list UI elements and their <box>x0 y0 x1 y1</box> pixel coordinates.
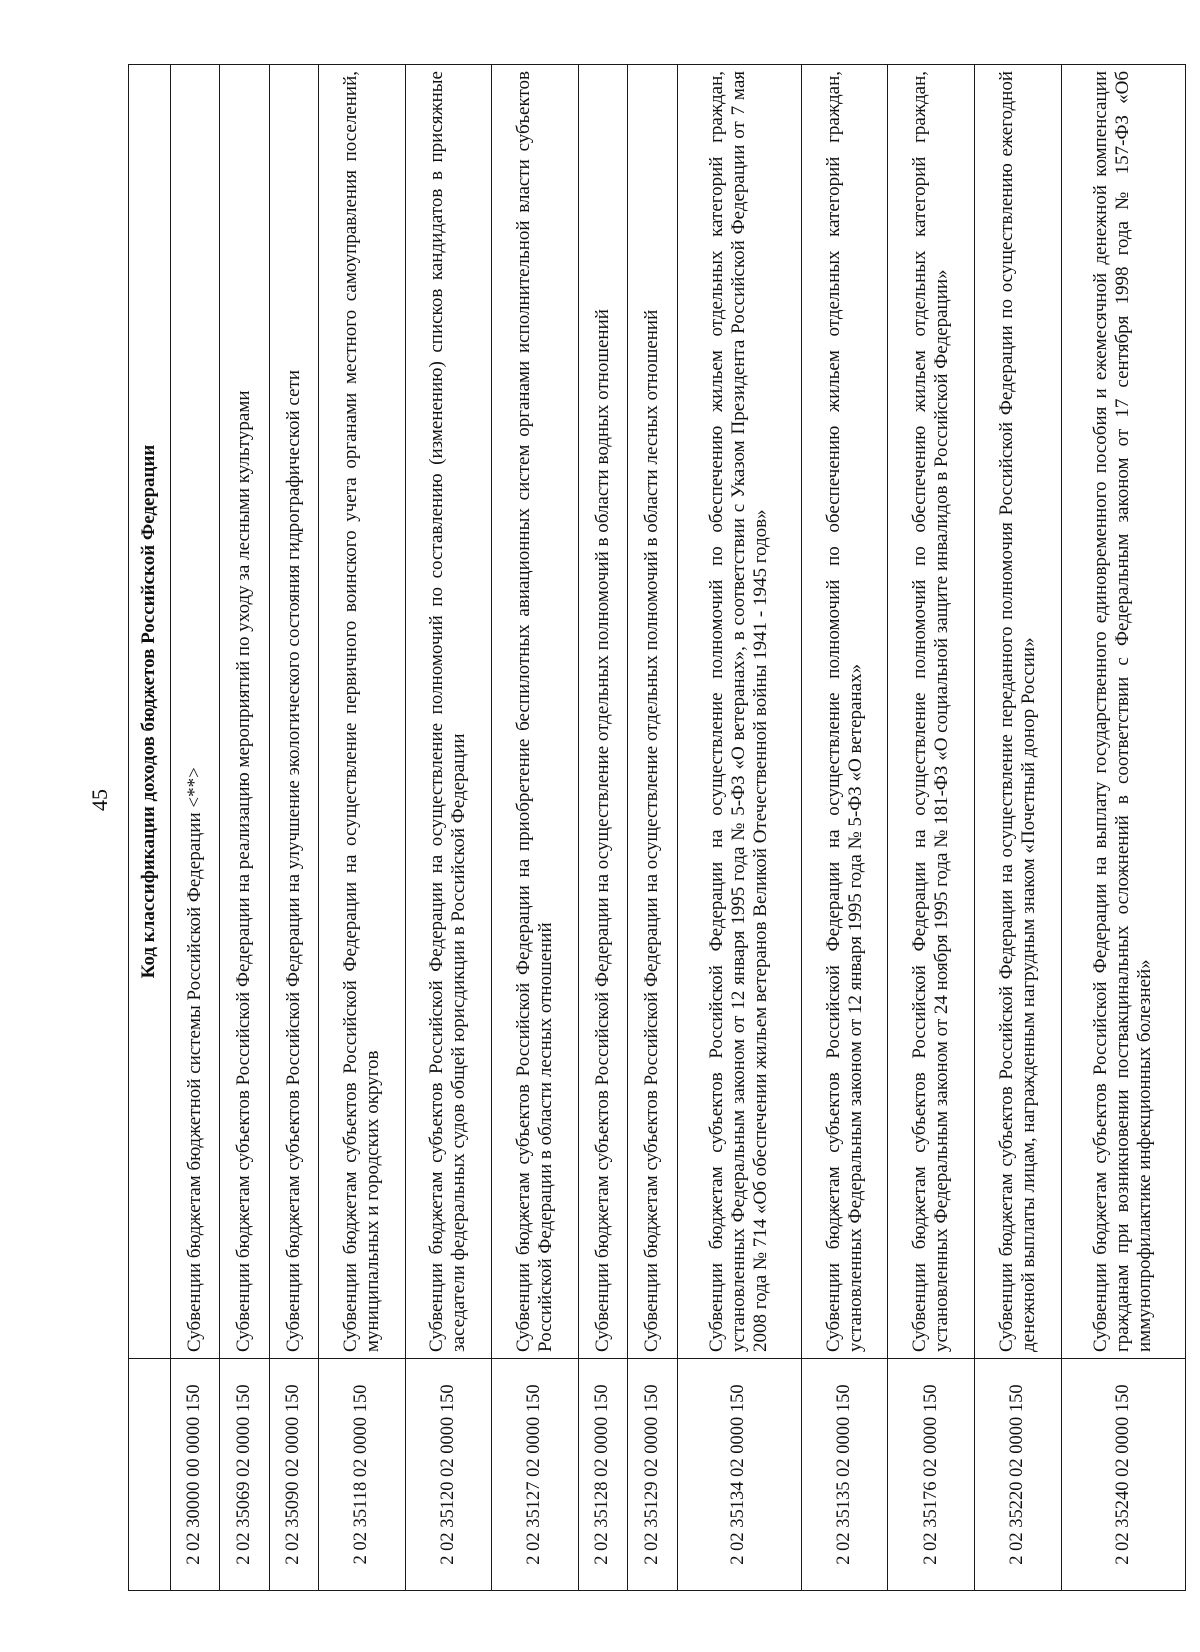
row-description: Субвенции бюджетам субъектов Российской Федерации на выплату государственного единовременного пособия и ежемесячной денежной компенсации гражданам при возникновении поствакцинальных осложнений в соответствии с Федеральным законом от 17 сентября 1998 года № 157-ФЗ «Об иммунопрофилактике инфекционных болезней» <box>1061 65 1185 1359</box>
header-name-cell: Код классификации доходов бюджетов Российской Федерации <box>129 65 171 1359</box>
row-code: 2 02 35090 02 0000 150 <box>269 1359 318 1591</box>
table-row <box>1061 65 1185 1591</box>
table-row <box>220 65 269 1591</box>
row-description: Субвенции бюджетам субъектов Российской Федерации на приобретение беспилотных авиационных систем органами исполнительной власти субъектов Российской Федерации в области лесных отношений <box>492 65 579 1359</box>
table-row <box>975 65 1062 1591</box>
budget-classification-table <box>128 64 1186 1591</box>
header-code-cell <box>129 1359 171 1591</box>
row-code: 2 02 35129 02 0000 150 <box>628 1359 677 1591</box>
row-code: 2 02 35120 02 0000 150 <box>405 1359 492 1591</box>
table-row <box>492 65 579 1591</box>
table-row <box>801 65 888 1591</box>
row-description: Субвенции бюджетам бюджетной системы Российской Федерации <**> <box>171 65 220 1359</box>
row-description: Субвенции бюджетам субъектов Российской Федерации на осуществление первичного воинского учета органами местного самоуправления поселений, муниципальных и городских округов <box>318 65 405 1359</box>
row-code: 2 02 35069 02 0000 150 <box>220 1359 269 1591</box>
table-row <box>318 65 405 1591</box>
row-description: Субвенции бюджетам субъектов Российской Федерации на осуществление полномочий по обеспечению жильем отдельных категорий граждан, установленных Федеральным законом от 24 ноября 1995 года № 181-ФЗ «О социальной защите инвалидов в Российской Федерации» <box>888 65 975 1359</box>
row-description: Субвенции бюджетам субъектов Российской Федерации на реализацию мероприятий по уходу за лесными культурами <box>220 65 269 1359</box>
row-description: Субвенции бюджетам субъектов Российской Федерации на осуществление полномочий по обеспечению жильем отдельных категорий граждан, установленных Федеральным законом от 12 января 1995 года № 5-ФЗ «О ветеранах» <box>801 65 888 1359</box>
row-code: 2 02 35127 02 0000 150 <box>492 1359 579 1591</box>
row-code: 2 02 35118 02 0000 150 <box>318 1359 405 1591</box>
row-description: Субвенции бюджетам субъектов Российской Федерации на осуществление полномочий по обеспечению жильем отдельных категорий граждан, установленных Федеральным законом от 12 января 1995 года № 5-ФЗ «О ветеранах», в соответствии с Указом Президента Российской Федерации от 7 мая 2008 года № 714 «Об обеспечении жильем ветеранов Великой Отечественной войны 1941 - 1945 годов» <box>677 65 801 1359</box>
row-code: 2 02 30000 00 0000 150 <box>171 1359 220 1591</box>
table-row <box>579 65 628 1591</box>
row-code: 2 02 35128 02 0000 150 <box>579 1359 628 1591</box>
row-description: Субвенции бюджетам субъектов Российской Федерации на улучшение экологического состояния гидрографической сети <box>269 65 318 1359</box>
row-code: 2 02 35176 02 0000 150 <box>888 1359 975 1591</box>
rotated-table-wrapper <box>128 65 1186 1591</box>
row-code: 2 02 35135 02 0000 150 <box>801 1359 888 1591</box>
row-code: 2 02 35220 02 0000 150 <box>975 1359 1062 1591</box>
table-row <box>888 65 975 1591</box>
table-row <box>405 65 492 1591</box>
page-number: 45 <box>87 789 112 811</box>
table-header-row <box>129 65 171 1591</box>
row-code: 2 02 35240 02 0000 150 <box>1061 1359 1185 1591</box>
row-code: 2 02 35134 02 0000 150 <box>677 1359 801 1591</box>
table-row <box>269 65 318 1591</box>
row-description: Субвенции бюджетам субъектов Российской Федерации на осуществление переданного полномочия Российской Федерации по осуществлению ежегодной денежной выплаты лицам, награжденным нагрудным знаком «Почетный донор России» <box>975 65 1062 1359</box>
row-description: Субвенции бюджетам субъектов Российской Федерации на осуществление полномочий по составлению (изменению) списков кандидатов в присяжные заседатели федеральных судов общей юрисдикции в Российской Федерации <box>405 65 492 1359</box>
row-description: Субвенции бюджетам субъектов Российской Федерации на осуществление отдельных полномочий в области лесных отношений <box>628 65 677 1359</box>
row-description: Субвенции бюджетам субъектов Российской Федерации на осуществление отдельных полномочий в области водных отношений <box>579 65 628 1359</box>
table-row <box>677 65 801 1591</box>
table-row <box>171 65 220 1591</box>
table-row <box>628 65 677 1591</box>
